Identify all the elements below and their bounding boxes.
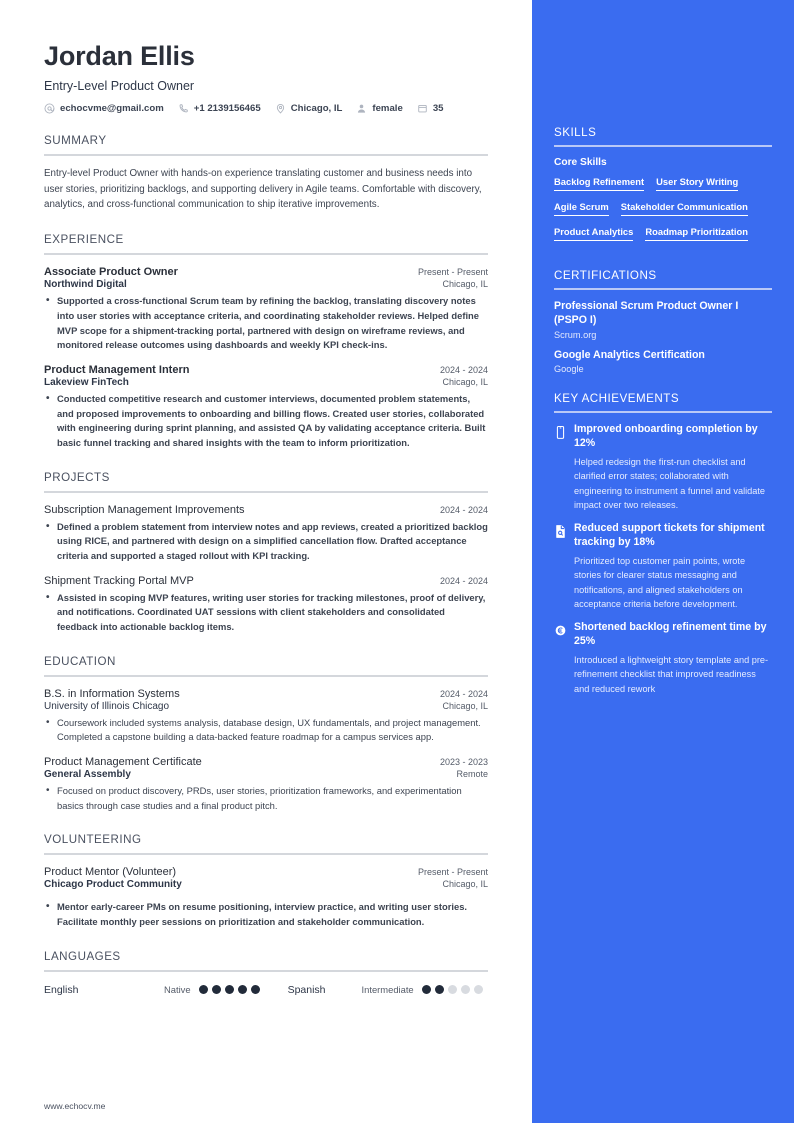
- contact-gender-value: female: [372, 102, 403, 114]
- skills-group-label: Core Skills: [554, 157, 607, 168]
- section-rule: [44, 675, 488, 677]
- location-pin-icon: [275, 103, 286, 114]
- sidebar-title-achievements: KEY ACHIEVEMENTS: [554, 392, 680, 406]
- sidebar-section-skills: [554, 126, 772, 251]
- sidebar-rule: [554, 145, 772, 147]
- volunteering-entry: [44, 866, 488, 929]
- section-title-education: EDUCATION: [44, 654, 116, 668]
- language-level: Native: [164, 984, 191, 996]
- achievement-item: [554, 423, 772, 512]
- skill-tag: Roadmap Prioritization: [645, 226, 748, 241]
- section-volunteering: [44, 833, 488, 929]
- mobile-phone-icon: [554, 423, 574, 512]
- experience-entry: [44, 266, 488, 353]
- skill-tag: Stakeholder Communication: [621, 201, 748, 216]
- experience-role: Associate Product Owner: [44, 266, 178, 279]
- sidebar-title-skills: SKILLS: [554, 126, 597, 139]
- achievement-title: Improved onboarding completion by 12%: [574, 423, 758, 450]
- bullet: • Defined a problem statement from interview notes and app reviews, created a prioritized backlog using RICE, and partnered with design on a simplified cancellation flow. Drafted acceptance criteria and supported a staged rollout with KPI tracking.: [44, 520, 488, 564]
- rating-dot: [212, 985, 221, 994]
- skill-tag: Product Analytics: [554, 226, 633, 241]
- education-bullets: [44, 784, 488, 813]
- experience-location: Chicago, IL: [442, 279, 488, 290]
- project-bullets: [44, 591, 488, 635]
- experience-bullets: [44, 294, 488, 353]
- achievement-item: [554, 621, 772, 696]
- project-name: Shipment Tracking Portal MVP: [44, 574, 194, 587]
- education-location: Remote: [456, 769, 488, 780]
- headline: Entry-Level Product Owner: [44, 78, 195, 93]
- rating-dot: [435, 985, 444, 994]
- resume-sidebar: [532, 0, 794, 1123]
- education-date: 2023 - 2023: [439, 757, 488, 768]
- experience-date: Present - Present: [417, 267, 488, 278]
- rating-dot: [461, 985, 470, 994]
- contact-phone[interactable]: [178, 103, 261, 114]
- contact-row: [44, 103, 488, 114]
- project-name: Subscription Management Improvements: [44, 503, 245, 516]
- achievement-title: Shortened backlog refinement time by 25%: [574, 621, 767, 648]
- footer-url[interactable]: www.echocv.me: [44, 1101, 106, 1111]
- section-languages: [44, 950, 488, 996]
- volunteering-org: Chicago Product Community: [44, 879, 182, 891]
- language-name: Spanish: [287, 983, 326, 996]
- education-entry: [44, 756, 488, 813]
- education-school: University of Illinois Chicago: [44, 700, 170, 712]
- summary-text: Entry-level Product Owner with hands-on experience translating customer and business needs into user stories, prioritizing backlogs, and supporting delivery in Agile teams. Comfortable with discovery, analytics, and cross-functional communication to ship iterative improvements.: [44, 167, 482, 211]
- sidebar-section-achievements: [554, 392, 772, 696]
- section-projects: [44, 471, 488, 635]
- rating-dot: [225, 985, 234, 994]
- contact-email-value: echocvme@gmail.com: [60, 102, 164, 114]
- project-entry: [44, 575, 488, 635]
- language-name: English: [44, 983, 79, 996]
- experience-company: Northwind Digital: [44, 279, 127, 291]
- certification-issuer: Scrum.org: [554, 329, 597, 340]
- bullet: • Coursework included systems analysis, database design, UX fundamentals, and project management. Completed a capstone building a data-backed feature roadmap for a campus services app.: [44, 716, 488, 745]
- certification-name: Google Analytics Certification: [554, 348, 705, 361]
- bullet: • Mentor early-career PMs on resume positioning, interview practice, and writing user stories. Facilitate monthly peer sessions on prioritization and stakeholder communication.: [44, 900, 488, 929]
- section-rule: [44, 491, 488, 493]
- section-rule: [44, 154, 488, 156]
- person-icon: [356, 103, 367, 114]
- project-entry: [44, 504, 488, 564]
- achievement-item: [554, 522, 772, 611]
- euro-coin-icon: [554, 621, 574, 696]
- rating-dot: [199, 985, 208, 994]
- rating-dot: [474, 985, 483, 994]
- contact-phone-value: +1 2139156465: [193, 102, 261, 114]
- section-summary: [44, 134, 488, 214]
- contact-age-value: 35: [432, 102, 444, 114]
- section-rule: [44, 970, 488, 972]
- calendar-icon: [417, 103, 428, 114]
- sidebar-title-certifications: CERTIFICATIONS: [554, 269, 657, 282]
- contact-age: [417, 103, 444, 114]
- contact-location: [275, 103, 343, 114]
- achievement-desc: Helped redesign the first-run checklist and clarified error states; collaborated with engineering to instrument a funnel and validate impact over two releases.: [574, 457, 766, 510]
- bullet: • Supported a cross-functional Scrum team by refining the backlog, translating discovery notes into user stories with acceptance criteria, and coordinating stakeholder reviews. Helped define MVP scope for a shipment-tracking portal, partnered with design on wireframe reviews, and monitored release outcomes using dashboards and weekly KPI check-ins.: [44, 294, 488, 353]
- certification-issuer: Google: [554, 364, 584, 375]
- rating-dot: [238, 985, 247, 994]
- section-title-experience: EXPERIENCE: [44, 233, 124, 247]
- contact-location-value: Chicago, IL: [290, 102, 343, 114]
- page-title: Jordan Ellis: [44, 41, 195, 71]
- volunteering-bullets: [44, 900, 488, 929]
- skill-tag: Backlog Refinement: [554, 176, 644, 191]
- education-location: Chicago, IL: [442, 700, 488, 711]
- document-search-icon: [554, 522, 574, 611]
- volunteering-date: Present - Present: [417, 867, 488, 878]
- bullet: • Conducted competitive research and customer interviews, documented problem statements, and proposed improvements to onboarding and billing flows. Created user stories, collaborated with engineering during sprint planning, and assisted QA by validating acceptance criteria. Built basic funnel tracking and shared insights with the team to inform prioritization.: [44, 392, 488, 451]
- section-rule: [44, 853, 488, 855]
- volunteering-location: Chicago, IL: [442, 879, 488, 890]
- skills-tag-list: [554, 176, 772, 251]
- contact-email[interactable]: [44, 103, 164, 114]
- experience-bullets: [44, 392, 488, 451]
- certification-item: [554, 349, 772, 375]
- section-education: [44, 655, 488, 814]
- experience-role: Product Management Intern: [44, 363, 190, 376]
- education-date: 2024 - 2024: [439, 688, 488, 699]
- project-date: 2024 - 2024: [439, 504, 488, 515]
- language-rating-dots: [422, 985, 483, 994]
- skill-tag: User Story Writing: [656, 176, 738, 191]
- education-entry: [44, 688, 488, 745]
- project-bullets: [44, 520, 488, 564]
- education-degree: B.S. in Information Systems: [44, 687, 180, 700]
- sidebar-section-certifications: [554, 269, 772, 374]
- rating-dot: [422, 985, 431, 994]
- language-rating-dots: [199, 985, 260, 994]
- contact-gender: [356, 103, 402, 114]
- experience-entry: [44, 364, 488, 451]
- section-title-languages: LANGUAGES: [44, 949, 121, 963]
- education-degree: Product Management Certificate: [44, 756, 202, 769]
- achievement-title: Reduced support tickets for shipment tracking by 18%: [574, 522, 765, 549]
- certification-name: Professional Scrum Product Owner I (PSPO I): [554, 300, 739, 326]
- rating-dot: [448, 985, 457, 994]
- experience-location: Chicago, IL: [442, 376, 488, 387]
- skill-tag: Agile Scrum: [554, 201, 609, 216]
- experience-date: 2024 - 2024: [439, 364, 488, 375]
- achievement-desc: Prioritized top customer pain points, wrote stories for clearer status messaging and notifications, and aligned stakeholders on acceptance criteria before development.: [574, 556, 746, 609]
- languages-row: [44, 984, 488, 996]
- email-icon: [44, 103, 55, 114]
- education-bullets: [44, 716, 488, 745]
- sidebar-rule: [554, 288, 772, 290]
- language-item: [44, 984, 260, 996]
- project-date: 2024 - 2024: [439, 575, 488, 586]
- language-level: Intermediate: [361, 984, 414, 996]
- section-rule: [44, 253, 488, 255]
- certification-item: [554, 300, 772, 340]
- phone-icon: [178, 103, 189, 114]
- rating-dot: [251, 985, 260, 994]
- section-title-summary: SUMMARY: [44, 133, 107, 147]
- volunteering-role: Product Mentor (Volunteer): [44, 866, 177, 879]
- section-experience: [44, 233, 488, 450]
- section-title-volunteering: VOLUNTEERING: [44, 833, 142, 847]
- bullet: • Assisted in scoping MVP features, writing user stories for tracking milestones, proof of delivery, and notifications. Coordinated UAT sessions with client stakeholders and consolidated feedback into actionable backlog items.: [44, 591, 488, 635]
- education-school: General Assembly: [44, 769, 131, 781]
- experience-company: Lakeview FinTech: [44, 376, 129, 388]
- achievement-desc: Introduced a lightweight story template and pre-refinement checklist that improved readiness and reduced rework: [574, 655, 769, 694]
- bullet: • Focused on product discovery, PRDs, user stories, prioritization frameworks, and experimentation basics through case studies and a final product pitch.: [44, 784, 488, 813]
- section-title-projects: PROJECTS: [44, 470, 110, 484]
- sidebar-rule: [554, 411, 772, 413]
- language-item: [288, 984, 483, 996]
